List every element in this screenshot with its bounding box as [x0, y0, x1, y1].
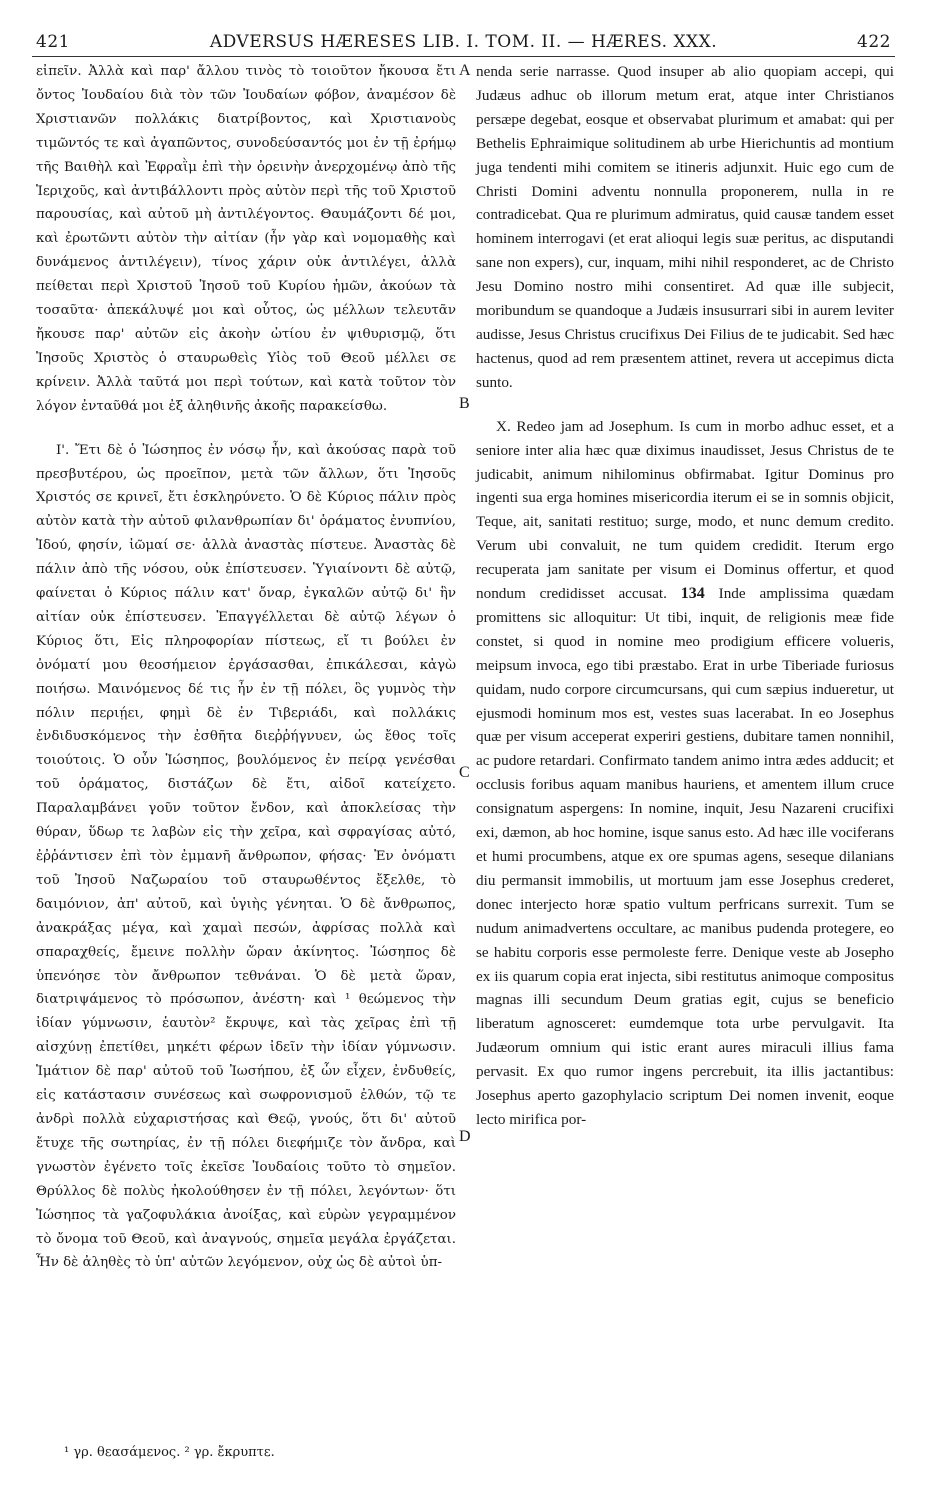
running-header — [32, 32, 895, 57]
greek-paragraph-1: εἰπεῖν. Ἀλλὰ καὶ παρ' ἄλλου τινὸς τὸ τοιοῦτον ἤκουσα ἔτι ὄντος Ἰουδαίου διὰ τὸν τῶν Ἰουδαίων φόβον, ἀναμέσον δὲ Χριστιανῶν πολλάκις διατρίβοντος, καὶ Χριστιανοὺς τιμῶντός τε καὶ ἀγαπῶντος, συνοδεύσαντός μοι ἐν τῇ ἐρήμῳ τῆς Βαιθὴλ καὶ Ἐφραῒμ ἐπὶ τὴν ὀρεινὴν ἀνερχομένῳ ἀπὸ τῆς Ἱεριχοῦς, καὶ ἀντιβάλλοντι πρὸς αὐτὸν περὶ τῆς τοῦ Χριστοῦ παρουσίας, καὶ αὐτοῦ μὴ ἀντιλέγοντος. Θαυμάζοντι δέ μοι, καὶ ἐρωτῶντι αὐτὸν τὴν αἰτίαν (ἦν γὰρ καὶ νομομαθὴς καὶ δυνάμενος ἀντιλέγειν), τίνος χάριν οὐκ ἀντιλέγει, ἀλλὰ πείθεται περὶ Χριστοῦ Ἰησοῦ τοῦ Κυρίου ἡμῶν, ἀκούων τὰ τοσαῦτα· ἀπεκάλυψέ μοι καὶ οὗτος, ὡς μέλλων τελευτᾶν ἤκουσε παρ' αὐτῶν εἰς ἀκοὴν ὠτίου ἐν ψιθυρισμῷ, ὅτι Ἰησοῦς Χριστὸς ὁ σταυρωθεὶς Υἱὸς τοῦ Θεοῦ μέλλει σε κρίνειν. Ἀλλὰ ταῦτά μοι περὶ τούτων, καὶ κατὰ τοῦτον τὸν λόγον ἐνταῦθά μοι ἐξ ἀληθινῆς ἀκοῆς παρακείσθω. — [36, 64, 456, 414]
column-gutter — [466, 60, 467, 1417]
footnote: ¹ γρ. θεασάμενος. ² γρ. ἔκρυπτε. — [64, 1445, 275, 1460]
latin-paragraph-2-part-b: Inde amplissima quædam promittens sic alloquitur: Ut tibi, inquit, de religionis meæ fide constet, si quod in nomine meo prodigium efficere volueris, meipsum invoca, ego tibi præstabo. Erat in urbe Tiberiade furiosus quidam, nudo corpore circumcursans, qui cum sæpius indueretur, ut ejusmodi hominum mos est, vestes suas lacerabat. In eo Josephus quæ per visum acceperat experiri gestiens, dubitare tamen nonnihil, ac pudore retardari. Confirmato tandem animo intra ædes adducit; et occlusis foribus aquam manibus hauriens, et amentem illum cruce consignatum aspergens: In nomine, inquit, Jesu Nazareni crucifixi exi, dæmon, ab hoc homine, isque sanus esto. Ad hæc ille vociferans et humi procumbens, atque ex ore spumas agens, seseque dilanians diu permansit immobilis, ut mortuum jam esse Josephus crederet, donec interjecto horæ spatio vultum perfricans surrexit. Tum se nudum animadvertens occultare, ac manibus pudenda protegere, eo se habitu corporis esse permoleste ferre. Denique veste ab Josepho ex iis quarum copia erat injecta, sibi restitutus animoque compositus magnas illi secundum Deum gratias egit, cujus se beneficio liberatum agnosceret: eumdemque tota urbe pervulgavit. Ita Judæorum omnium qui istic erant aures miraculi illius fama pervasit. Ex quo rumor ingens percrebuit, ita illis jactantibus: Josephus aperto gazophylacio scriptum Dei nomen invenit, eoque lecto mirifica por- — [476, 585, 895, 1128]
page-number-right: 422 — [857, 32, 891, 52]
margin-marker-d: D — [459, 1128, 471, 1145]
margin-marker-b: B — [459, 395, 470, 412]
greek-paragraph-2: Ι'. Ἔτι δὲ ὁ Ἰώσηπος ἐν νόσῳ ἦν, καὶ ἀκούσας παρὰ τοῦ πρεσβυτέρου, ὡς προεῖπον, μετὰ τῶν ἄλλων, ὅτι Ἰησοῦς Χριστός σε κρινεῖ, ἔτι ἐσκληρύνετο. Ὁ δὲ Κύριος πάλιν πρὸς αὐτὸν κατὰ τὴν αὐτοῦ φιλανθρωπίαν δι' ὁράματος ἐνυπνίου, Ἰδού, φησίν, ἰῶμαί σε· ἀλλὰ ἀναστὰς πίστευε. Ἀναστὰς δὲ πάλιν ἀπὸ τῆς νόσου, οὐκ ἐπίστευσεν. Ὑγιαίνοντι δὲ αὐτῷ, φαίνεται ὁ Κύριος πάλιν κατ' ὄναρ, ἐγκαλῶν αὐτῷ δι' ἣν αἰτίαν οὐκ ἐπίστευσεν. Ἐπαγγέλλεται δὲ αὐτῷ λέγων ὁ Κύριος ὅτι, Εἰς πληροφορίαν πίστεως, εἴ τι βούλει ἐν ὀνόματί μου θεοσήμειον ἐργάσασθαι, ἐπικάλεσαι, κἀγὼ ποιήσω. Μαινόμενος δέ τις ἦν ἐν τῇ πόλει, ὃς γυμνὸς τὴν πόλιν περιῄει, φημὶ δὲ ἐν Τιβεριάδι, καὶ πολλάκις ἐνδιδυσκόμενος τὴν ἐσθῆτα διεῤῥήγνυεν, ὡς ἔθος τοῖς τοιούτοις. Ὁ οὖν Ἰώσηπος, βουλόμενος ἐν πείρᾳ γενέσθαι τοῦ ὁράματος, διστάζων δὲ ἔτι, αἰδοῖ κατείχετο. Παραλαμβάνει γοῦν τοῦτον ἔνδον, καὶ ἀποκλείσας τὴν θύραν, ὕδωρ τε λαβὼν εἰς τὴν χεῖρα, καὶ σφραγίσας αὐτό, ἐῤῥάντισεν ἐπὶ τὸν ἐμμανῆ ἄνθρωπον, φήσας· Ἐν ὀνόματι τοῦ Ἰησοῦ Ναζωραίου τοῦ σταυρωθέντος ἔξελθε, τὸ δαιμόνιον, ἀπ' αὐτοῦ, καὶ ὑγιὴς γένηται. Ὁ δὲ ἄνθρωπος, ἀνακράξας μέγα, καὶ χαμαὶ πεσών, ἀφρίσας πολλὰ καὶ σπαραχθείς, ἔμεινε πολλὴν ὥραν ἀκίνητος. Ἰώσηπος δὲ ὑπενόησε τὸν ἄνθρωπον τεθνάναι. Ὁ δὲ μετὰ ὥραν, διατριψάμενος τὸ πρόσωπον, ἀνέστη· καὶ ¹ θεώμενος τὴν ἰδίαν γύμνωσιν, ἑαυτὸν² ἔκρυψε, καὶ τὰς χεῖρας ἐπὶ τῇ αἰσχύνῃ ἐπετίθει, μηκέτι φέρων ἰδεῖν τὴν ἰδίαν γύμνωσιν. Ἱμάτιον δὲ παρ' αὐτοῦ τοῦ Ἰωσήπου, ἐξ ὧν εἶχεν, ἐνδυθείς, εἰς κατάστασιν συνέσεως καὶ σωφρονισμοῦ ἐλθών, τῷ τε ἀνδρὶ πολλὰ εὐχαριστήσας καὶ Θεῷ, γνούς, ὅτι δι' αὐτοῦ ἔτυχε τῆς σωτηρίας, ἐν τῇ πόλει διεφήμιζε τὸν ἄνδρα, καὶ γνωστὸν ἐγένετο τοῖς ἐκεῖσε Ἰουδαίοις τοῦτο τὸ σημεῖον. Θρύλλος δὲ πολὺς ἠκολούθησεν ἐν τῇ πόλει, λεγόντων· ὅτι Ἰώσηπος τὰ γαζοφυλάκια ἀνοίξας, καὶ εὑρὼν γεγραμμένον τὸ ὄνομα τοῦ Θεοῦ, καὶ ἀναγνούς, σημεῖα μεγάλα ἐργάζεται. Ἦν δὲ ἀληθὲς τὸ ὑπ' αὐτῶν λεγόμενον, οὐχ ὡς δὲ αὐτοὶ ὑπ- — [36, 442, 456, 1271]
margin-marker-c: C — [459, 764, 470, 781]
latin-column — [476, 60, 894, 1132]
greek-column — [36, 60, 456, 1275]
running-title: ADVERSUS HÆRESES LIB. I. TOM. II. — HÆRES. XXX. — [209, 32, 718, 52]
latin-paragraph-2-part-a: X. Redeo jam ad Josephum. Is cum in morbo adhuc esset, et a seniore inter alia hæc quæ diximus inaudisset, Jesus Christus de te judicabit, animum nihilominus obfirmabat. Igitur Dominus pro ingenti sua erga homines misericordia iterum ei se in somnis objicit, Teque, ait, sanitati restituo; surge, modo, et nunc demum credito. Verum ubi convaluit, ne tum quidem credidit. Iterum ergo recuperata jam sanitate per visum ei Dominus offertur, et quod nondum credidisset accusat. — [476, 417, 894, 603]
margin-marker-a: A — [459, 62, 471, 79]
latin-paragraph-2 — [476, 415, 894, 1132]
latin-paragraph-1: nenda serie narrasse. Quod insuper ab alio quopiam accepi, qui Judæus adhuc ob illorum metum erat, atque inter Christianos persæpe degebat, eosque et observabat plurimum et amabat: qui per Bethelis Ephraimique solitudinem ab urbe Hierichuntis ad montium juga tendenti mihi comitem se itineris adjunxit. Huic ego cum de Christi Domini adventu nonnulla proponerem, nulla in re contradicebat. Qua re plurimum admiratus, quid causæ tandem esset hominem interrogavi (et erat alioqui legis suæ peritus, ac disputandi sane non expers), cur, inquam, mihi nihil responderet, ac de Christo Jesu Domino nostro mihi consentiret. Ad quæ ille subjecit, moribundum se quandoque a Judæis insusurrari sibi in aurem leviter audisse, Jesus Christus crucifixus Dei Filius de te judicabit. Sed hæc hactenus, quod ad rem præsentem attinet, revera ut accepimus dicta sunto. — [476, 63, 894, 391]
page-number-left: 421 — [36, 32, 70, 52]
page-badge: 134 — [680, 585, 705, 603]
